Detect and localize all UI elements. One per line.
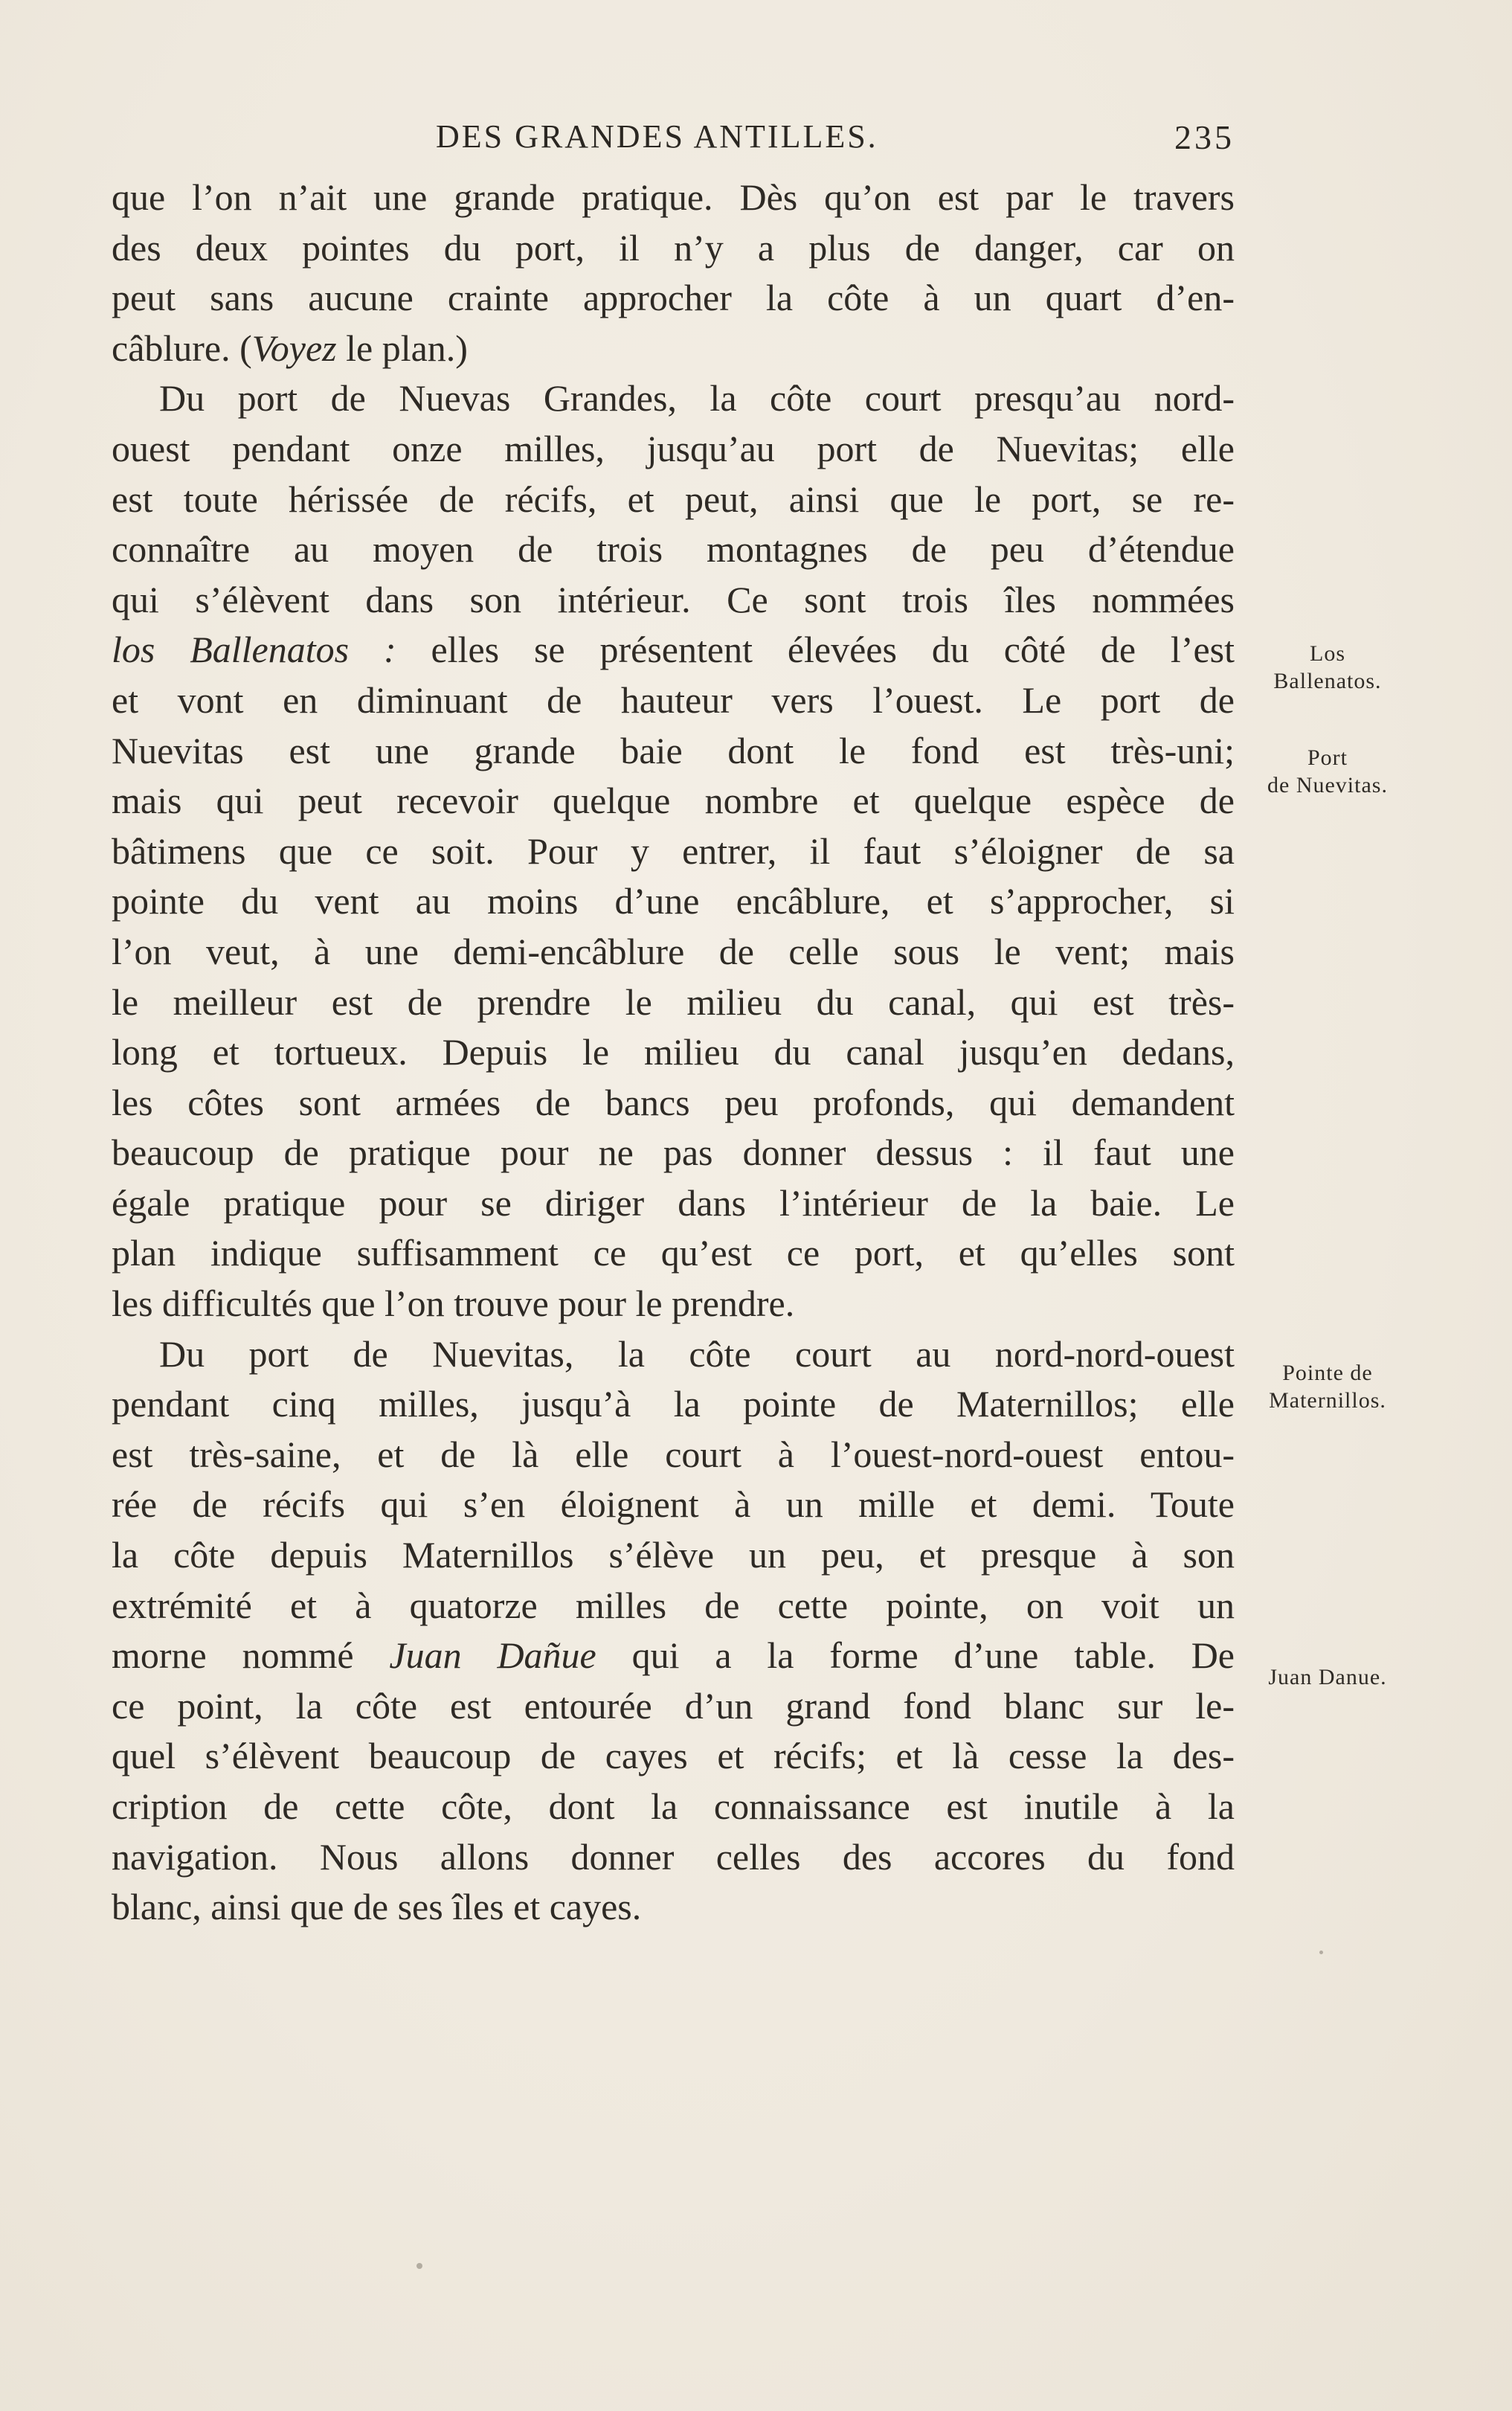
paragraph	[112, 1329, 1235, 1933]
text-line: le meilleur est de prendre le milieu du canal, qui est très-	[112, 980, 1235, 1023]
margin-note-line: de Nuevitas.	[1267, 773, 1388, 797]
text-line: égale pratique pour se diriger dans l’intérieur de la baie. Le	[112, 1181, 1235, 1224]
text-line	[112, 1631, 1235, 1681]
text-line: les difficultés que l’on trouve pour le prendre.	[112, 1282, 795, 1325]
italic-text-run: Juan Dañue	[389, 1634, 596, 1677]
paper-speck	[416, 2263, 422, 2269]
margin-note-pointe-de-maternillos	[1242, 1359, 1413, 1414]
text-line: Du port de Nuevitas, la côte court au nord-nord-ouest	[159, 1332, 1235, 1375]
text-line: ce point, la côte est entourée d’un grand fond blanc sur le-	[112, 1684, 1235, 1727]
text-run: le plan.)	[336, 327, 468, 369]
text-line: blanc, ainsi que de ses îles et cayes.	[112, 1886, 642, 1928]
text-line: pendant cinq milles, jusqu’à la pointe de Maternillos; elle	[112, 1383, 1235, 1425]
text-line	[112, 625, 1235, 675]
text-run: câblure. (	[112, 327, 252, 369]
text-line	[112, 324, 1235, 374]
text-line: quel s’élèvent beaucoup de cayes et récifs; et là cesse la des-	[112, 1735, 1235, 1777]
text-line: est toute hérissée de récifs, et peut, ainsi que le port, se re-	[112, 478, 1235, 520]
text-line: peut sans aucune crainte approcher la côte à un quart d’en-	[112, 277, 1235, 319]
margin-note-line: Port	[1307, 745, 1348, 770]
page-number: 235	[1174, 118, 1235, 156]
text-line: que l’on n’ait une grande pratique. Dès qu’on est par le travers	[112, 176, 1235, 218]
italic-text-run: los Ballenatos :	[112, 629, 396, 671]
paragraph	[112, 173, 1235, 373]
page-header	[112, 112, 1235, 164]
margin-note-line: Ballenatos.	[1273, 669, 1382, 693]
text-run: qui a la forme d’une table. De	[596, 1634, 1235, 1677]
text-line: Nuevitas est une grande baie dont le fond est très-uni;	[112, 729, 1235, 771]
margin-note-los-ballenatos	[1242, 640, 1413, 695]
text-run: morne nommé	[112, 1634, 390, 1677]
margin-note-line: Pointe de	[1282, 1361, 1373, 1385]
text-line: plan indique suffisamment ce qu’est ce port, et qu’elles sont	[112, 1232, 1235, 1274]
margin-note-juan-danue	[1242, 1663, 1413, 1691]
text-line: qui s’élèvent dans son intérieur. Ce sont trois îles nommées	[112, 578, 1235, 620]
text-line: et vont en diminuant de hauteur vers l’ouest. Le port de	[112, 678, 1235, 721]
margin-note-line: Maternillos.	[1269, 1388, 1386, 1413]
text-line: mais qui peut recevoir quelque nombre et quelque espèce de	[112, 780, 1235, 822]
text-run: elles se présentent élevées du côté de l’est	[396, 629, 1235, 671]
text-line: l’on veut, à une demi-encâblure de celle sous le vent; mais	[112, 930, 1235, 972]
text-line: navigation. Nous allons donner celles des accores du fond	[112, 1835, 1235, 1878]
text-line: ouest pendant onze milles, jusqu’au port de Nuevitas; elle	[112, 427, 1235, 469]
text-line: est très-saine, et de là elle court à l’ouest-nord-ouest entou-	[112, 1433, 1235, 1475]
running-title: DES GRANDES ANTILLES.	[436, 118, 878, 155]
text-line: Du port de Nuevas Grandes, la côte court presqu’au nord-	[159, 377, 1235, 420]
paragraph	[112, 373, 1235, 1329]
body-text	[112, 173, 1235, 1933]
text-line: rée de récifs qui s’en éloignent à un mille et demi. Toute	[112, 1483, 1235, 1526]
text-line: extrémité et à quatorze milles de cette pointe, on voit un	[112, 1584, 1235, 1626]
italic-text-run: Voyez	[251, 327, 337, 369]
text-line: cription de cette côte, dont la connaissance est inutile à la	[112, 1785, 1235, 1827]
text-line: pointe du vent au moins d’une encâblure, et s’approcher, si	[112, 880, 1235, 922]
text-line: des deux pointes du port, il n’y a plus de danger, car on	[112, 226, 1235, 269]
margin-note-line: Los	[1310, 641, 1345, 666]
text-line: beaucoup de pratique pour ne pas donner dessus : il faut une	[112, 1131, 1235, 1174]
text-line: bâtimens que ce soit. Pour y entrer, il faut s’éloigner de sa	[112, 829, 1235, 872]
paper-speck	[1319, 1951, 1323, 1954]
margin-note-port-de-nuevitas	[1242, 744, 1413, 799]
text-line: les côtes sont armées de bancs peu profonds, qui demandent	[112, 1081, 1235, 1123]
text-line: la côte depuis Maternillos s’élève un peu, et presque à son	[112, 1534, 1235, 1576]
margin-note-line: Juan Danue.	[1268, 1665, 1387, 1689]
text-line: connaître au moyen de trois montagnes de peu d’étendue	[112, 528, 1235, 571]
text-line: long et tortueux. Depuis le milieu du canal jusqu’en dedans,	[112, 1031, 1235, 1073]
